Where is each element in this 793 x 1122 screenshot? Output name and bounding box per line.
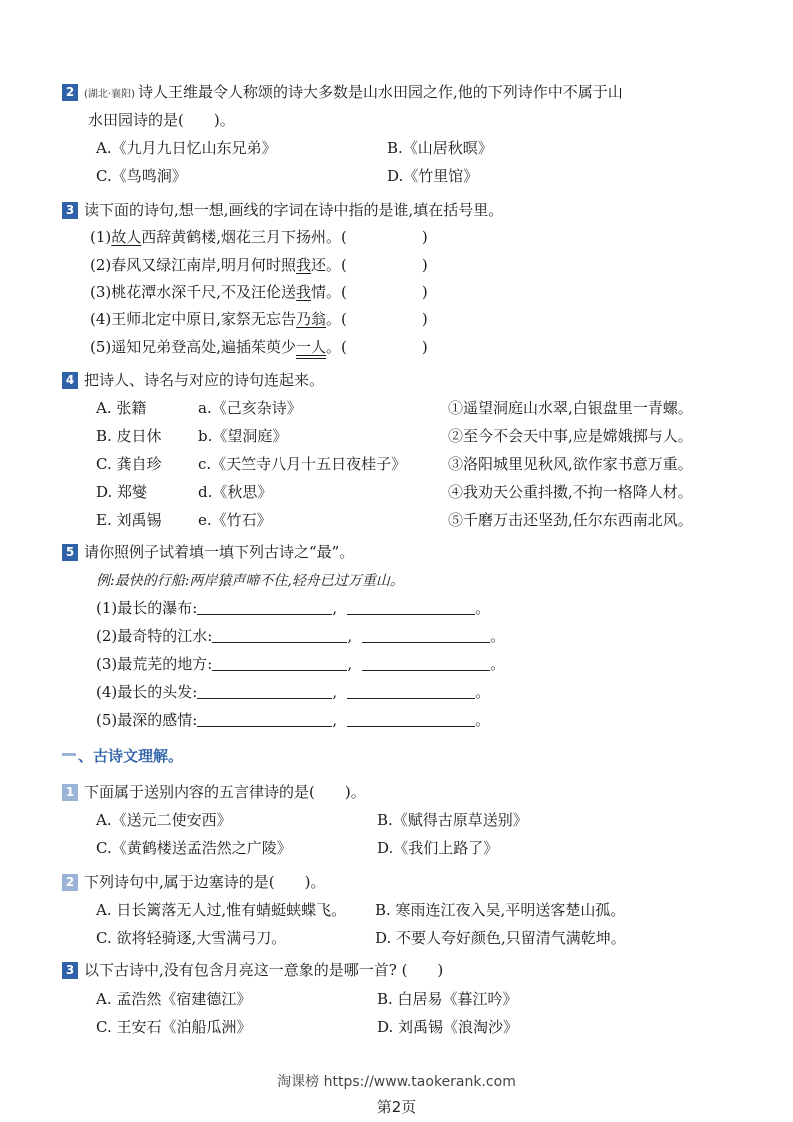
question-3-stem bbox=[62, 199, 503, 220]
answer-blank[interactable] bbox=[362, 656, 490, 671]
verse-item: ②至今不会天中事,应是嫦娥掷与人。 bbox=[448, 427, 693, 445]
answer-blank[interactable] bbox=[347, 712, 475, 727]
poet-item: E. 刘禹锡 bbox=[96, 511, 162, 529]
q3-item bbox=[90, 254, 428, 275]
question-text: 下面属于送别内容的五言律诗的是( )。 bbox=[84, 783, 366, 801]
answer-blank[interactable] bbox=[197, 684, 332, 699]
period: 。 bbox=[475, 599, 491, 617]
answer-blank[interactable] bbox=[362, 628, 490, 643]
option-b: B.《赋得古原草送别》 bbox=[377, 811, 528, 829]
q3-item bbox=[90, 281, 428, 302]
option-c: C.《鸟鸣涧》 bbox=[96, 167, 187, 185]
poet-item: C. 龚自珍 bbox=[96, 455, 162, 473]
comma: , bbox=[332, 711, 338, 729]
option-a: A. 孟浩然《宿建德江》 bbox=[96, 990, 252, 1008]
question-text: 诗人王维最令人称颂的诗大多数是山水田园之作,他的下列诗作中不属于山 bbox=[137, 83, 623, 101]
verse-item: ③洛阳城里见秋风,欲作家书意万重。 bbox=[448, 455, 693, 473]
option-d: D. 不要人夸好颜色,只留清气满乾坤。 bbox=[375, 929, 626, 947]
option-b: B. 寒雨连江夜入吴,平明送客楚山孤。 bbox=[375, 901, 626, 919]
fill-label: (1)最长的瀑布: bbox=[96, 599, 198, 617]
item-text: 。( ) bbox=[326, 310, 428, 328]
example-line: 例:最快的行船:两岸猿声啼不住,轻舟已过万重山。 bbox=[96, 573, 404, 589]
item-text: (3)桃花潭水深千尺,不及汪伦送 bbox=[90, 283, 297, 301]
poet-item: D. 郑燮 bbox=[96, 483, 148, 501]
period: 。 bbox=[475, 683, 491, 701]
answer-blank[interactable] bbox=[212, 628, 347, 643]
q3-item bbox=[90, 336, 428, 357]
option-b: B. 白居易《暮江吟》 bbox=[377, 990, 518, 1008]
question-text: 下列诗句中,属于边塞诗的是( )。 bbox=[84, 873, 326, 891]
fill-label: (5)最深的感情: bbox=[96, 711, 198, 729]
verse-item: ⑤千磨万击还坚劲,任尔东西南北风。 bbox=[448, 511, 693, 529]
answer-blank[interactable] bbox=[197, 600, 332, 615]
item-text: 情。( ) bbox=[311, 283, 428, 301]
section-question-2 bbox=[62, 871, 325, 892]
section-question-3 bbox=[62, 959, 443, 980]
answer-blank[interactable] bbox=[197, 712, 332, 727]
period: 。 bbox=[475, 711, 491, 729]
fill-row bbox=[96, 597, 490, 618]
item-text: (4)王师北定中原日,家祭无忘告 bbox=[90, 310, 297, 328]
option-a: A. 日长篱落无人过,惟有蜻蜓蛱蝶飞。 bbox=[96, 901, 347, 919]
answer-blank[interactable] bbox=[347, 600, 475, 615]
underlined-word: 我 bbox=[296, 283, 312, 301]
fill-label: (3)最荒芜的地方: bbox=[96, 655, 213, 673]
option-c: C. 王安石《泊船瓜洲》 bbox=[96, 1018, 252, 1036]
option-d: D.《我们上路了》 bbox=[377, 839, 499, 857]
section-heading bbox=[62, 745, 183, 766]
option-d: D. 刘禹锡《浪淘沙》 bbox=[377, 1018, 519, 1036]
q3-item bbox=[90, 226, 428, 247]
comma: , bbox=[332, 599, 338, 617]
question-2-line1 bbox=[62, 81, 623, 102]
question-text: 以下古诗中,没有包含月亮这一意象的是哪一首? ( ) bbox=[84, 961, 444, 979]
fill-label: (2)最奇特的江水: bbox=[96, 627, 213, 645]
fill-row bbox=[96, 709, 490, 730]
fill-row bbox=[96, 625, 505, 646]
underlined-word: 我 bbox=[296, 256, 312, 274]
question-number-badge: 3 bbox=[62, 202, 78, 219]
fill-row bbox=[96, 681, 490, 702]
option-c: C. 欲将轻骑逐,大雪满弓刀。 bbox=[96, 929, 287, 947]
fill-label: (4)最长的头发: bbox=[96, 683, 198, 701]
period: 。 bbox=[490, 627, 506, 645]
question-number-badge: 3 bbox=[62, 962, 78, 979]
item-text: 。( ) bbox=[326, 338, 428, 356]
option-a: A.《九月九日忆山东兄弟》 bbox=[96, 139, 277, 157]
underlined-word: 故人 bbox=[111, 228, 142, 246]
section-title: 、古诗文理解。 bbox=[78, 747, 184, 765]
option-d: D.《竹里馆》 bbox=[387, 167, 479, 185]
answer-blank[interactable] bbox=[212, 656, 347, 671]
item-text: 西辞黄鹤楼,烟花三月下扬州。( ) bbox=[141, 228, 428, 246]
question-text: 把诗人、诗名与对应的诗句连起来。 bbox=[84, 371, 325, 389]
question-text: 请你照例子试着填一填下列古诗之“最”。 bbox=[84, 543, 355, 561]
page-number: 第2页 bbox=[376, 1098, 417, 1116]
option-c: C.《黄鹤楼送孟浩然之广陵》 bbox=[96, 839, 292, 857]
q3-item bbox=[90, 308, 428, 329]
comma: , bbox=[347, 627, 353, 645]
question-number-badge: 1 bbox=[62, 784, 78, 801]
item-text: (2)春风又绿江南岸,明月何时照 bbox=[90, 256, 297, 274]
period: 。 bbox=[490, 655, 506, 673]
title-item: a.《己亥杂诗》 bbox=[198, 399, 302, 417]
underlined-word: 一人 bbox=[296, 338, 327, 356]
question-text: 读下面的诗句,想一想,画线的字词在诗中指的是谁,填在括号里。 bbox=[84, 201, 504, 219]
question-4-stem bbox=[62, 369, 324, 390]
question-2-line2: 水田园诗的是( )。 bbox=[88, 111, 235, 129]
answer-blank[interactable] bbox=[347, 684, 475, 699]
underlined-word: 乃翁 bbox=[296, 310, 327, 328]
title-item: b.《望洞庭》 bbox=[198, 427, 288, 445]
section-question-1 bbox=[62, 781, 366, 802]
question-number-badge: 5 bbox=[62, 544, 78, 561]
question-number-badge: 2 bbox=[62, 874, 78, 891]
question-5-stem bbox=[62, 541, 354, 562]
fill-row bbox=[96, 653, 505, 674]
section-marker bbox=[62, 753, 76, 756]
verse-item: ①遥望洞庭山水翠,白银盘里一青螺。 bbox=[448, 399, 693, 417]
title-item: d.《秋思》 bbox=[198, 483, 273, 501]
comma: , bbox=[332, 683, 338, 701]
question-source: (湖北·襄阳) bbox=[84, 89, 135, 100]
verse-item: ④我劝天公重抖擞,不拘一格降人材。 bbox=[448, 483, 693, 501]
poet-item: B. 皮日休 bbox=[96, 427, 162, 445]
item-text: 还。( ) bbox=[311, 256, 428, 274]
poet-item: A. 张籍 bbox=[96, 399, 147, 417]
title-item: e.《竹石》 bbox=[198, 511, 272, 529]
title-item: c.《天竺寺八月十五日夜桂子》 bbox=[198, 455, 407, 473]
question-number-badge: 4 bbox=[62, 372, 78, 389]
item-text: (1) bbox=[90, 228, 112, 246]
comma: , bbox=[347, 655, 353, 673]
watermark: 淘课榜 https://www.taokerank.com bbox=[277, 1074, 516, 1090]
option-a: A.《送元二使安西》 bbox=[96, 811, 232, 829]
question-number-badge: 2 bbox=[62, 84, 78, 101]
item-text: (5)遥知兄弟登高处,遍插茱萸少 bbox=[90, 338, 297, 356]
option-b: B.《山居秋暝》 bbox=[387, 139, 493, 157]
